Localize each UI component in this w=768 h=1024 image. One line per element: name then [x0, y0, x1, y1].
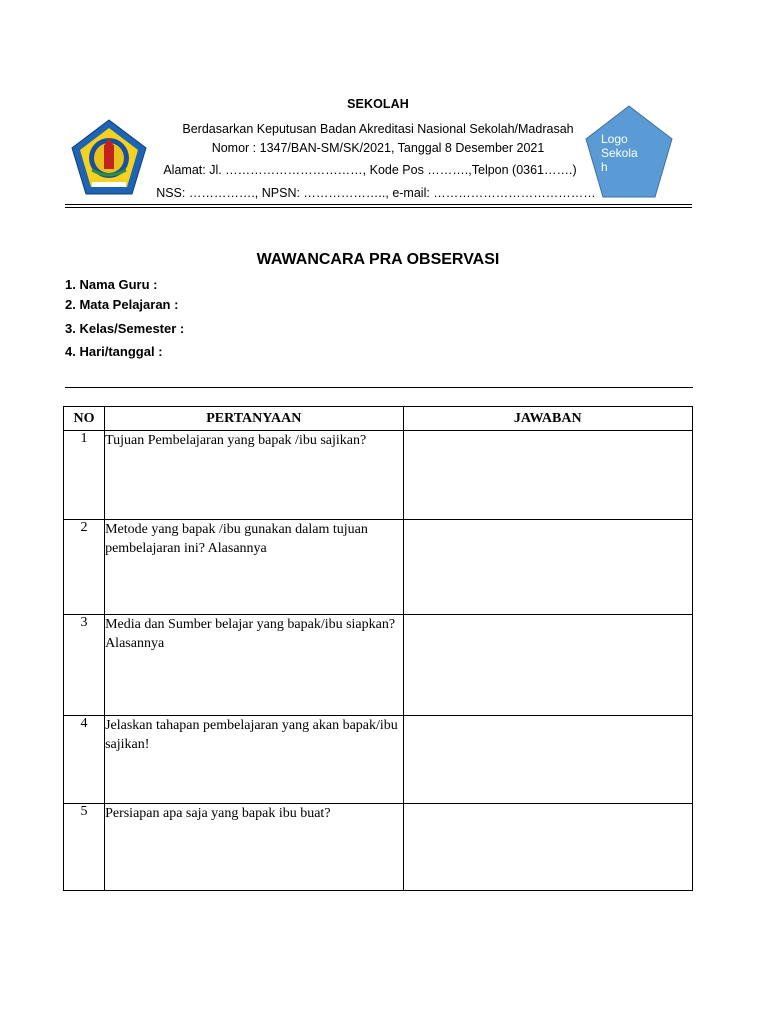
field-mata-pelajaran: 2. Mata Pelajaran : [65, 297, 179, 312]
row-question: Media dan Sumber belajar yang bapak/ibu siapkan? Alasannya [105, 615, 403, 716]
row-answer-cell[interactable] [403, 431, 692, 520]
identity-line: NSS: ……………., NPSN: ……………….., e-mail: ………………………………… [156, 186, 596, 200]
row-question: Tujuan Pembelajaran yang bapak /ibu sajikan? [105, 431, 403, 520]
header-jawaban: JAWABAN [403, 407, 692, 431]
header-rule-upper [65, 204, 692, 205]
accreditation-number: Nomor : 1347/BAN-SM/SK/2021, Tanggal 8 Desember 2021 [211, 141, 545, 155]
row-answer-cell[interactable] [403, 520, 692, 615]
row-answer-cell[interactable] [403, 716, 692, 804]
row-number: 2 [64, 520, 105, 615]
field-nama-guru: 1. Nama Guru : [65, 277, 158, 292]
section-divider [65, 387, 693, 388]
header-no: NO [64, 407, 105, 431]
row-number: 5 [64, 804, 105, 891]
school-name: SEKOLAH [347, 97, 409, 111]
table-row [64, 804, 693, 891]
table-header-row [64, 407, 693, 431]
accreditation-line: Berdasarkan Keputusan Badan Akreditasi Nasional Sekolah/Madrasah [182, 122, 574, 136]
table-row [64, 615, 693, 716]
address-line: Alamat: Jl. ……………………………, Kode Pos ……….,Telpon (0361…….) [163, 163, 577, 177]
row-number: 1 [64, 431, 105, 520]
row-answer-cell[interactable] [403, 804, 692, 891]
row-question: Metode yang bapak /ibu gunakan dalam tujuan pembelajaran ini? Alasannya [105, 520, 403, 615]
row-number: 4 [64, 716, 105, 804]
field-kelas-semester: 3. Kelas/Semester : [65, 321, 185, 336]
interview-table [63, 406, 693, 891]
field-hari-tanggal: 4. Hari/tanggal : [65, 344, 163, 359]
table-row [64, 716, 693, 804]
header-pertanyaan: PERTANYAAN [105, 407, 403, 431]
row-question: Jelaskan tahapan pembelajaran yang akan bapak/ibu sajikan! [105, 716, 403, 804]
document-title: WAWANCARA PRA OBSERVASI [256, 251, 500, 268]
table-row [64, 520, 693, 615]
logo-placeholder-text: Logo Sekolah [601, 132, 638, 174]
table-row [64, 431, 693, 520]
header-rule-lower [65, 207, 692, 208]
row-question: Persiapan apa saja yang bapak ibu buat? [105, 804, 403, 891]
row-number: 3 [64, 615, 105, 716]
row-answer-cell[interactable] [403, 615, 692, 716]
